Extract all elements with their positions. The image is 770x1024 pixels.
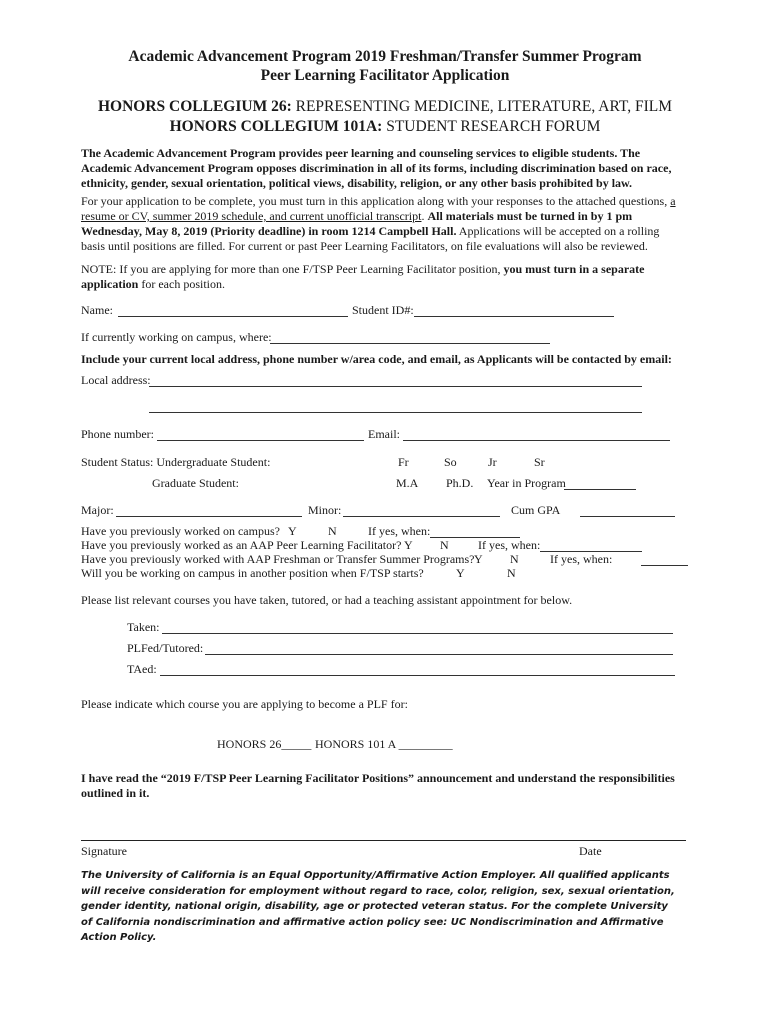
taed-label: TAed: [127,662,157,676]
signature-line[interactable] [81,840,686,841]
application-instructions [81,194,681,254]
minor-label: Minor: [308,503,342,517]
form-title: Academic Advancement Program 2019 Freshman/Transfer Summer Program [128,48,642,65]
q2-yes[interactable]: Y [404,538,413,552]
form-subtitle: Peer Learning Facilitator Application [260,67,510,84]
plfed-tutored-label: PLFed/Tutored: [127,641,204,655]
local-address-field-1[interactable] [149,386,642,387]
honors-101a-code: HONORS COLLEGIUM 101A: [169,118,383,135]
q1-yes[interactable]: Y [288,524,297,538]
eeo-statement: The University of California is an Equal Opportunity/Affirmative Action Employer. All qualified applicants will receive consideration for employment without regard to race, color, religion, sex, sexual orientation, gender identity, national origin, disability, age or protected veteran status. For the complete University of California nondiscrimination and affirmative action policy see: UC Nondiscrimination and Affirmative Action Policy. [81,870,675,944]
year-in-program-label: Year in Program [487,476,566,490]
student-id-field[interactable] [414,316,614,317]
email-label: Email: [368,427,400,441]
name-label: Name: [81,303,113,317]
option-phd[interactable]: Ph.D. [446,476,474,490]
date-label: Date [579,844,602,858]
student-id-label: Student ID#: [352,303,414,317]
deadline-text: All materials must be turned in by 1 pm Wednesday, May 8, 2019 (Priority deadline) in room 1214 Campbell Hall. [81,209,633,238]
courses-prompt: Please list relevant courses you have taken, tutored, or had a teaching assistant appointment for below. [81,593,573,607]
note-text: NOTE: If you are applying for more than one F/TSP Peer Learning Facilitator position, [81,262,504,276]
q3-when-field[interactable] [641,565,688,566]
q3-yes[interactable]: Y [474,552,483,566]
name-field[interactable] [118,316,348,317]
question-another-position: Will you be working on campus in another position when F/TSP starts? [81,566,424,580]
honors-26-option[interactable]: HONORS 26_____ [217,737,312,751]
minor-field[interactable] [343,516,500,517]
instructions-text: For your application to be complete, you must turn in this application along with your responses to the attached questions, [81,194,671,208]
phone-label: Phone number: [81,427,154,441]
gpa-label: Cum GPA [511,503,561,517]
separate-application-note [81,262,681,292]
instructions-separator: . [421,209,428,223]
q2-no[interactable]: N [440,538,449,552]
course-choice-prompt: Please indicate which course you are applying to become a PLF for: [81,697,408,711]
contact-instruction: Include your current local address, phone number w/area code, and email, as Applicants will be contacted by email: [81,352,672,366]
note-end: for each position. [138,277,226,291]
question-worked-on-campus: Have you previously worked on campus? [81,524,280,538]
nondiscrimination-statement: The Academic Advancement Program provides peer learning and counseling services to eligible students. The Academic Advancement Program opposes discrimination in all of its forms, including discrimination based on race, ethnicity, gender, sexual orientation, political views, disability, religion, or any other basis prohibited by law. [81,146,672,190]
honors-26-heading [0,98,770,116]
honors-101a-title: STUDENT RESEARCH FORUM [382,118,601,135]
note-emphasis: you must turn in a separate application [81,262,645,291]
required-materials: a resume or CV, summer 2019 schedule, and current unofficial transcript [81,194,676,223]
student-status-label: Student Status: Undergraduate Student: [81,455,271,469]
q1-no[interactable]: N [328,524,337,538]
campus-work-field[interactable] [270,343,550,344]
q2-if-yes-label: If yes, when: [478,538,541,552]
taed-field[interactable] [160,675,675,676]
q3-no[interactable]: N [510,552,519,566]
graduate-student-label: Graduate Student: [152,476,239,490]
q4-yes[interactable]: Y [456,566,465,580]
honors-101a-heading [0,118,770,136]
honors-26-title: REPRESENTING MEDICINE, LITERATURE, ART, FILM [291,98,672,115]
taken-field[interactable] [162,633,673,634]
option-ma[interactable]: M.A [396,476,419,490]
phone-field[interactable] [157,440,364,441]
q1-if-yes-label: If yes, when: [368,524,431,538]
option-jr[interactable]: Jr [488,455,497,469]
question-worked-as-plf: Have you previously worked as an AAP Peer Learning Facilitator? [81,538,402,552]
option-fr[interactable]: Fr [398,455,409,469]
campus-work-label: If currently working on campus, where: [81,330,272,344]
plfed-tutored-field[interactable] [205,654,673,655]
local-address-field-2[interactable] [149,412,642,413]
taken-label: Taken: [127,620,160,634]
signature-label: Signature [81,844,127,858]
honors-101a-option[interactable]: HONORS 101 A _________ [315,737,453,751]
rolling-basis-text: Applications will be accepted on a rolling basis until positions are filled. For current or past Peer Learning Facilitators, on file evaluations will also be reviewed. [81,224,660,253]
year-in-program-field[interactable] [564,489,636,490]
honors-26-code: HONORS COLLEGIUM 26: [97,98,292,115]
question-worked-with-summer-programs: Have you previously worked with AAP Freshman or Transfer Summer Programs? [81,552,475,566]
option-so[interactable]: So [444,455,457,469]
q3-if-yes-label: If yes, when: [550,552,613,566]
gpa-field[interactable] [580,516,675,517]
acknowledgement-statement: I have read the “2019 F/TSP Peer Learning Facilitator Positions” announcement and understand the responsibilities outlined in it. [81,771,675,800]
local-address-label: Local address: [81,373,151,387]
option-sr[interactable]: Sr [534,455,545,469]
major-field[interactable] [116,516,302,517]
major-label: Major: [81,503,114,517]
q4-no[interactable]: N [507,566,516,580]
email-field[interactable] [403,440,670,441]
